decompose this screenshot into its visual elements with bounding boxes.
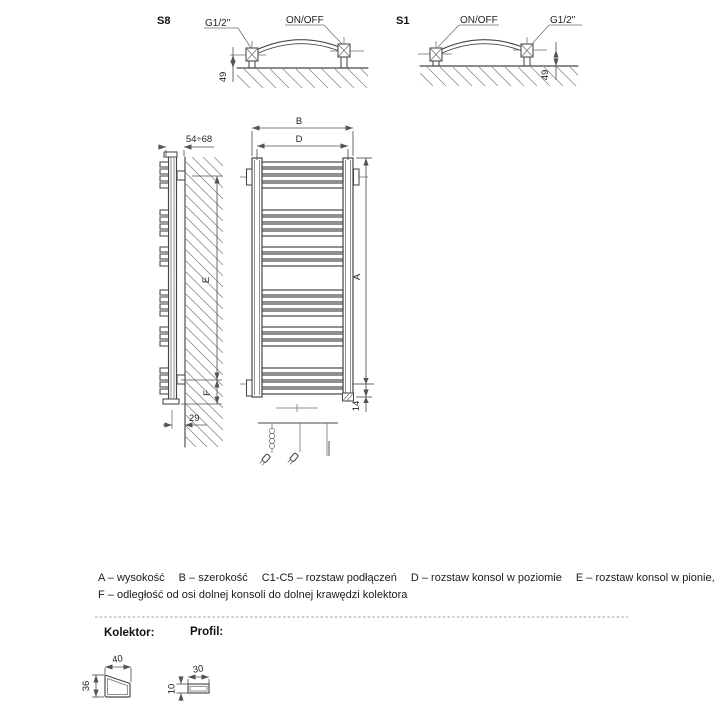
side-view: [158, 117, 223, 474]
s8-code-label: S8: [157, 15, 171, 27]
s1-wall-hatch: [400, 66, 589, 86]
depth-dim: [158, 134, 214, 156]
s8-right-valve: [330, 37, 364, 68]
pipe-stub-symbol: [327, 423, 329, 456]
s8-curved-tube: [252, 40, 344, 56]
legend-item-b: B – szerokość: [178, 572, 248, 584]
s8-left-valve: [230, 41, 266, 68]
kolektor-section: [81, 627, 154, 697]
kolektor-cross-section: [105, 675, 130, 697]
width-dim: [252, 116, 353, 156]
profil-width-dim: [188, 663, 209, 684]
s1-code-label: S1: [396, 15, 410, 27]
front-view: [240, 116, 374, 466]
side-bottom-bracket: [177, 375, 185, 384]
s1-wall-offset-dim: [540, 42, 556, 80]
depth-range-value: 54÷68: [185, 134, 213, 145]
side-bottom-cap: [163, 399, 179, 404]
profil-height-dim: [167, 676, 191, 701]
console-vertical-label: E: [201, 276, 212, 284]
kolektor-height-dim: [81, 675, 104, 697]
s1-right-port-label: G1/2": [550, 15, 576, 26]
console-horizontal-dim: [257, 134, 348, 160]
legend-item-a: A – wysokość: [98, 572, 165, 584]
heating-element-coil-symbol: [259, 423, 275, 466]
profil-section: [167, 626, 224, 701]
front-top-right-bracket: [354, 169, 360, 185]
profil-label: Profil:: [190, 626, 224, 638]
side-collector: [169, 157, 177, 399]
left-collector: [252, 158, 262, 397]
bottom-offset-label: F: [202, 390, 213, 396]
front-top-left-bracket: [247, 169, 253, 185]
front-bottom-right-bracket: [343, 393, 354, 401]
legend-item-c: C1-C5 – rozstaw podłączeń: [261, 572, 397, 584]
s8-wall-hatch: [217, 68, 380, 88]
s1-left-valve: [418, 41, 452, 66]
s8-left-port-label: G1/2": [205, 18, 231, 29]
s1-left-port-label: ON/OFF: [460, 15, 498, 26]
height-dim: [352, 158, 372, 397]
front-bottom-left-bracket: [247, 380, 253, 396]
kolektor-height-value: 36: [81, 680, 92, 692]
s8-detail: [157, 15, 380, 88]
height-label: A: [352, 273, 363, 281]
front-rungs: [262, 162, 343, 394]
profil-width-value: 30: [192, 663, 205, 676]
kolektor-label: Kolektor:: [104, 627, 155, 639]
bottom-centerline: [276, 404, 318, 412]
connection-options: [258, 423, 338, 466]
legend-item-e: E – rozstaw konsol w pionie,: [575, 572, 715, 584]
s8-wall-offset-dim: [218, 47, 233, 82]
collector-bottom-dim: [351, 378, 374, 412]
s1-detail: [396, 15, 589, 86]
legend-line-1: [98, 570, 715, 586]
side-rung-sections: [160, 162, 169, 394]
s1-curved-tube: [436, 40, 527, 56]
kolektor-width-dim: [105, 653, 131, 682]
side-29-value: 29: [189, 413, 200, 424]
s8-right-port-label: ON/OFF: [286, 15, 324, 26]
side-top-bracket: [177, 171, 185, 180]
console-horizontal-label: D: [295, 134, 303, 145]
collector-bottom-value: 14: [351, 400, 362, 412]
legend: [98, 570, 715, 603]
profil-height-value: 10: [166, 683, 178, 695]
plug-cable-symbol: [287, 423, 300, 465]
width-label: B: [295, 116, 303, 127]
legend-item-f: F – odległość od osi dolnej konsoli do dolnej krawędzi kolektora: [98, 589, 408, 601]
s8-wall-offset-value: 49: [218, 71, 229, 83]
kolektor-width-value: 40: [111, 653, 124, 666]
profil-cross-section: [188, 684, 209, 693]
legend-item-d: D – rozstaw konsol w poziomie: [410, 572, 562, 584]
s1-wall-offset-value: 49: [540, 69, 551, 81]
s1-right-valve: [513, 37, 547, 66]
